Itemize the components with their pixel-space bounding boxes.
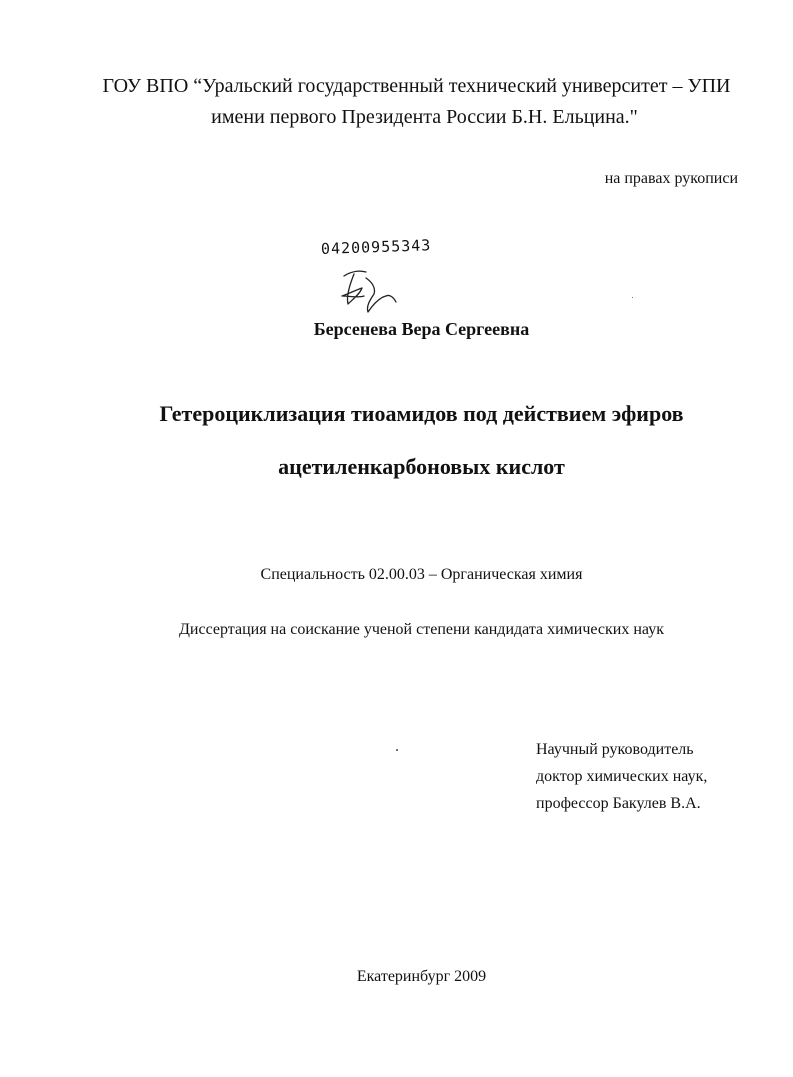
institution-line-1: ГОУ ВПО “Уральский государственный технический университет – УПИ	[102, 75, 731, 97]
specialty-line: Специальность 02.00.03 – Органическая химия	[260, 566, 583, 583]
author-name: Берсенева Вера Сергеевна	[313, 319, 530, 339]
dissertation-line: Диссертация на соискание ученой степени кандидата химических наук	[179, 621, 664, 638]
scan-speck	[396, 749, 398, 751]
scan-speck	[632, 297, 633, 298]
city-year: Екатеринбург 2009	[356, 968, 487, 985]
signature-icon	[336, 266, 406, 316]
title-line-1: Гетероциклизация тиоамидов под действием эфиров	[159, 401, 684, 426]
rights-note: на правах рукописи	[604, 170, 738, 187]
supervisor-name: профессор Бакулев В.А.	[536, 795, 701, 812]
document-number: 04200955343	[320, 236, 432, 258]
institution-line-2: имени первого Президента России Б.Н. Ельцина."	[211, 106, 638, 128]
supervisor-block	[536, 736, 707, 817]
supervisor-role: Научный руководитель	[536, 741, 694, 758]
title-line-2: ацетиленкарбоновых кислот	[278, 454, 565, 479]
supervisor-degree: доктор химических наук,	[536, 768, 708, 785]
